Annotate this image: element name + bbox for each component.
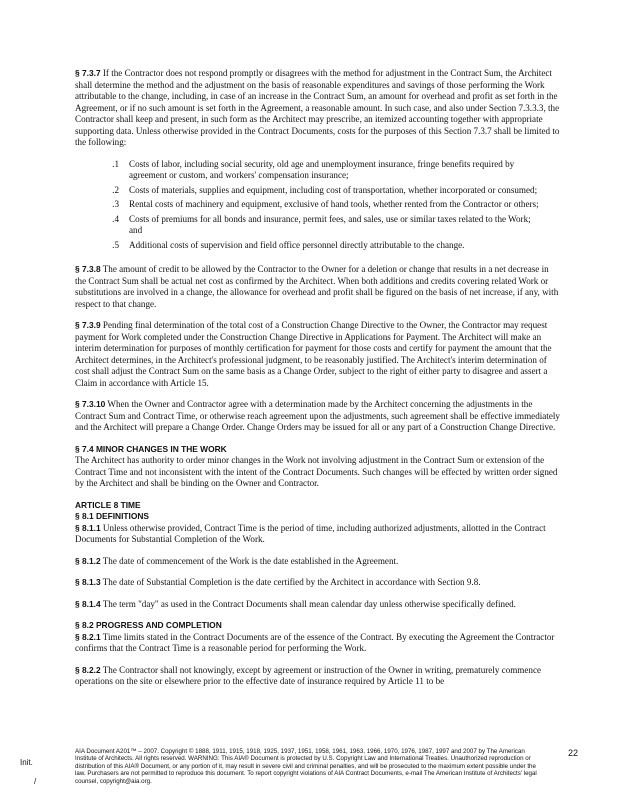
section-text: When the Owner and Contractor agree with a determination made by the Architect concerning the adjustments in the Contract Sum and Contract Time, or otherwise reach agreement upon the adjustments, such agreement shall be effective immediately and the Architect will prepare a Change Order. Change Orders may be issued for all or any part of a Construction Change Directive. — [75, 399, 560, 432]
list-item — [75, 185, 561, 197]
item-number: .3 — [112, 199, 119, 209]
section-label: § 8.1.4 — [75, 598, 101, 609]
section-text: The date of Substantial Completion is the date certified by the Architect in accordance with Section 9.8. — [102, 577, 481, 587]
section-7-3-10 — [75, 399, 561, 434]
item-text: Costs of materials, supplies and equipment, including cost of transportation, whether incorporated or consumed; — [129, 184, 538, 195]
section-heading: § 7.4 MINOR CHANGES IN THE WORK — [75, 443, 227, 454]
section-label: § 8.1.3 — [75, 577, 101, 587]
initials-mark: / — [34, 777, 37, 786]
item-number: .4 — [112, 213, 119, 224]
article-heading: ARTICLE 8 TIME — [75, 499, 141, 510]
section-8-1-4 — [75, 599, 561, 611]
section-text: Time limits stated in the Contract Documents are of the essence of the Contract. By executing the Agreement the Contractor confirms that the Contract Time is a reasonable period for performing the Work. — [75, 631, 555, 653]
section-text: The term "day" as used in the Contract Documents shall mean calendar day unless otherwise specifically defined. — [102, 598, 516, 609]
item-text: Additional costs of supervision and field office personnel directly attributable to the change. — [129, 239, 465, 250]
section-text: The date of commencement of the Work is the date established in the Agreement. — [102, 555, 399, 566]
section-text: The amount of credit to be allowed by the Contractor to the Owner for a deletion or change that results in a net decrease in the Contract Sum shall be actual net cost as confirmed by the Architect. When both additions and credits covering related Work or substitutions are involved in a change, the allowance for overhead and profit shall be figured on the basis of net increase, if any, with respect to that change. — [75, 264, 559, 309]
section-text: Pending final determination of the total cost of a Construction Change Directive to the Owner, the Contractor may request payment for Work completed under the Construction Change Directive in Applications for Payment. The Architect will make an interim determination for purposes of monthly certification for payment for those costs and certify for payment the amount that the Architect determines, in the Architect's professional judgment, to be reasonably justified. The Architect's interim determination of cost shall adjust the Contract Sum on the same basis as a Change Order, subject to the right of either party to disagree and assert a Claim in accordance with Article 15. — [75, 320, 552, 388]
section-label: § 8.2.2 — [75, 664, 101, 675]
list-item — [75, 214, 561, 237]
section-heading: § 8.1 DEFINITIONS — [75, 511, 149, 521]
section-label: § 7.3.9 — [75, 320, 101, 330]
section-label: § 8.2.1 — [75, 631, 101, 642]
section-7-3-8 — [75, 264, 561, 310]
section-label: § 7.3.7 — [75, 68, 101, 78]
list-item — [75, 240, 561, 252]
spacer — [75, 254, 561, 264]
article-8 — [75, 500, 561, 546]
section-7-3-7 — [75, 68, 561, 149]
section-label: § 8.1.2 — [75, 555, 101, 566]
section-8-1-3 — [75, 577, 561, 589]
list-item — [75, 159, 561, 182]
copyright-footer: AIA Document A201™ – 2007. Copyright © 1888, 1911, 1915, 1918, 1925, 1937, 1951, 1958, 1961, 1963, 1966, 1970, 1976, 1987, 1997 and 2007 by The American Institute of Architects. All rights reserved. WARNING: This AIA® Document is protected by U.S. Copyright Law and International Treaties. Unauthorized reproduction or distribution of this AIA® Document, or any portion of it, may result in severe civil and criminal penalties, and will be prosecuted to the maximum extent possible under the law. Purchasers are not permitted to reproduce this document. To report copyright violations of AIA Contract Documents, e-mail The American Institute of Architects' legal counsel, copyright@aia.org. — [75, 748, 537, 785]
item-number: .1 — [112, 158, 119, 169]
cost-items-list — [75, 159, 561, 252]
section-label: § 8.1.1 — [75, 522, 101, 533]
section-8-2-2 — [75, 665, 561, 688]
section-label: § 7.3.10 — [75, 399, 106, 409]
section-8-2 — [75, 620, 561, 655]
section-text: Unless otherwise provided, Contract Time is the period of time, including authorized adjustments, allotted in the Contract Documents for Substantial Completion of the Work. — [75, 522, 546, 544]
item-number: .2 — [112, 184, 119, 195]
item-number: .5 — [112, 239, 119, 250]
item-text: Rental costs of machinery and equipment, exclusive of hand tools, whether rented from the Contractor or others; — [129, 199, 539, 209]
section-text: The Contractor shall not knowingly, except by agreement or instruction of the Owner in writing, prematurely commence operations on the site or elsewhere prior to the effective date of insurance required by Article 11 to be — [75, 664, 542, 686]
section-label: § 7.3.8 — [75, 264, 101, 274]
page-number: 22 — [568, 748, 579, 758]
list-item — [75, 199, 561, 211]
section-7-3-9 — [75, 320, 561, 389]
section-text: If the Contractor does not respond promptly or disagrees with the method for adjustment in the Contract Sum, the Architect shall determine the method and the adjustment on the basis of reasonable expenditures and savings of those performing the Work attributable to the change, including, in case of an increase in the Contract Sum, an amount for overhead and profit as set forth in the Agreement, or if no such amount is set forth in the Agreement, a reasonable amount. In such case, and also under Section 7.3.3.3, the Contractor shall keep and present, in such form as the Architect may prescribe, an itemized accounting together with appropriate supporting data. Unless otherwise provided in the Contract Documents, costs for the purposes of this Section 7.3.7 shall be limited to the following: — [75, 68, 560, 147]
item-text: Costs of premiums for all bonds and insurance, permit fees, and sales, use or similar taxes related to the Work; and — [129, 213, 531, 235]
item-text: Costs of labor, including social security, old age and unemployment insurance, fringe benefits required by agreement or custom, and workers' compensation insurance; — [129, 158, 515, 180]
section-7-4 — [75, 444, 561, 490]
section-heading: § 8.2 PROGRESS AND COMPLETION — [75, 620, 222, 630]
section-8-1-2 — [75, 556, 561, 568]
section-text: The Architect has authority to order minor changes in the Work not involving adjustment in the Contract Sum or extension of the Contract Time and not inconsistent with the intent of the Contract Documents. Such changes will be effected by written order signed by the Architect and shall be binding on the Owner and Contractor. — [75, 455, 558, 488]
document-body — [75, 68, 561, 698]
initials-label: Init. — [20, 758, 33, 767]
